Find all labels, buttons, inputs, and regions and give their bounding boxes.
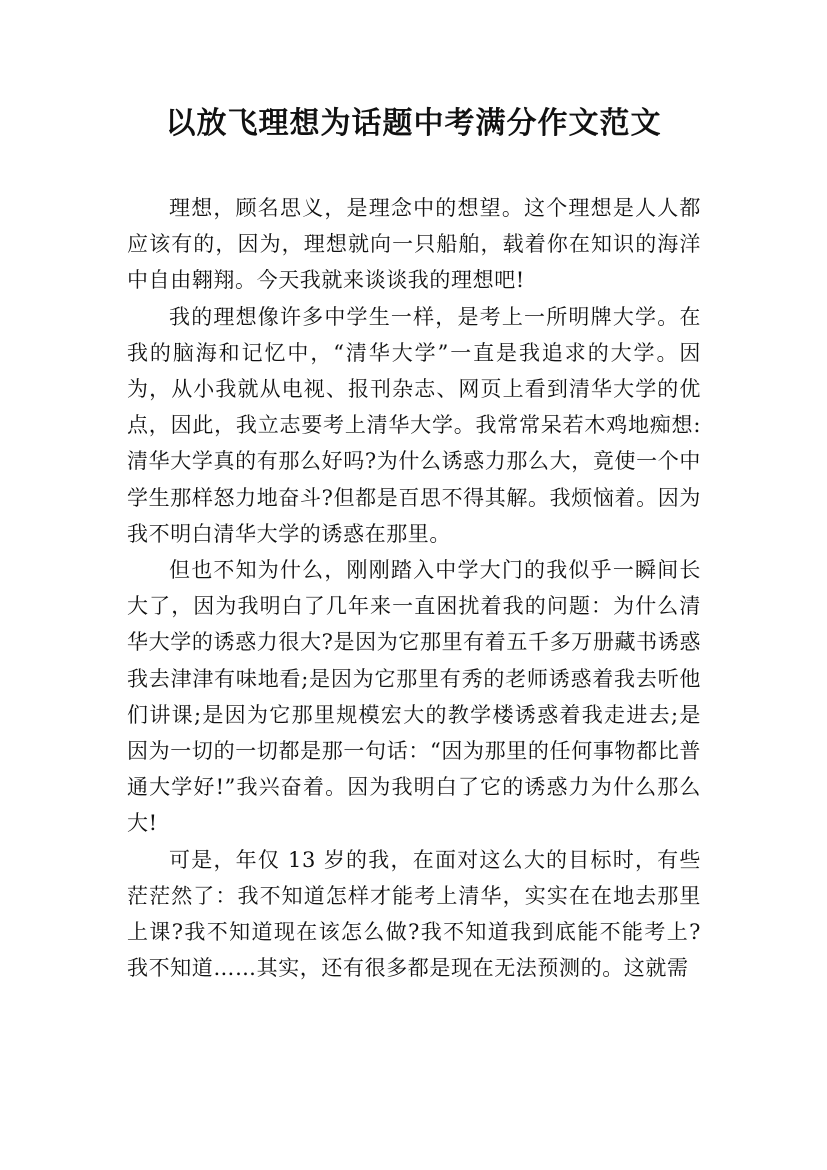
paragraph: 但也不知为什么，刚刚踏入中学大门的我似乎一瞬间长大了，因为我明白了几年来一直困扰着我的问题：为什么清华大学的诱惑力很大?是因为它那里有着五千多万册藏书诱惑我去津津有味地看;是因为它那里有秀的老师诱惑着我去听他们讲课;是因为它那里规模宏大的教学楼诱惑着我走进去;是因为一切的一切都是那一句话：“因为那里的任何事物都比普通大学好!”我兴奋着。因为我明白了它的诱惑力为什么那么大!	[127, 558, 701, 836]
document-title: 以放飞理想为话题中考满分作文范文	[165, 106, 662, 141]
paragraph: 可是，年仅 13 岁的我，在面对这么大的目标时，有些茫茫然了：我不知道怎样才能考上清华，实实在在地去那里上课?我不知道现在该怎么做?我不知道我到底能不能考上?我不知道……其实，还有很多都是现在无法预测的。这就需	[127, 847, 701, 981]
paragraph: 理想，顾名思义，是理念中的想望。这个理想是人人都应该有的，因为，理想就向一只船舶，载着你在知识的海洋中自由翱翔。今天我就来谈谈我的理想吧!	[127, 196, 701, 293]
document-body	[127, 190, 701, 986]
paragraph: 我的理想像许多中学生一样，是考上一所明牌大学。在我的脑海和记忆中，“清华大学”一直是我追求的大学。因为，从小我就从电视、报刊杂志、网页上看到清华大学的优点，因此，我立志要考上清华大学。我常常呆若木鸡地痴想:清华大学真的有那么好吗?为什么诱惑力那么大，竟使一个中学生那样怒力地奋斗?但都是百思不得其解。我烦恼着。因为我不明白清华大学的诱惑在那里。	[127, 304, 701, 546]
